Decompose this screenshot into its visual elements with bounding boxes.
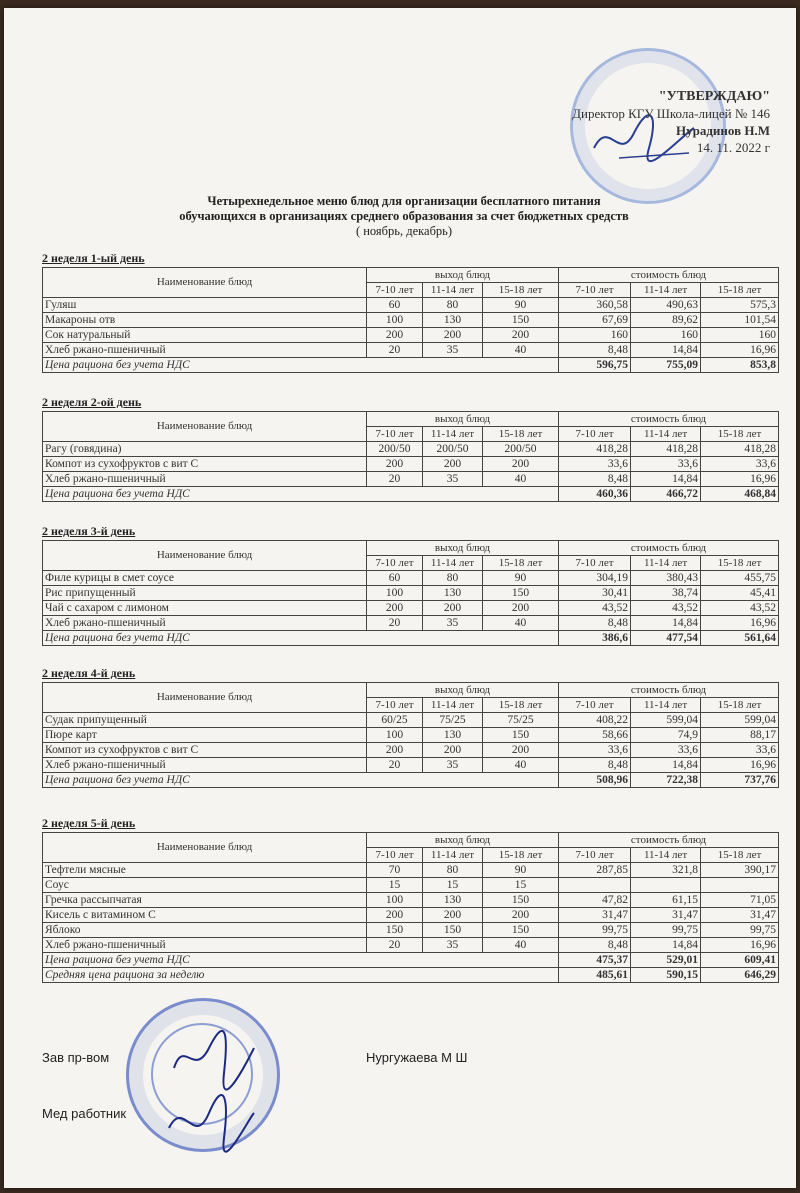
cost-value: 88,17	[701, 728, 779, 743]
cost-value: 14,84	[631, 938, 701, 953]
cost-value: 160	[631, 328, 701, 343]
dish-name: Компот из сухофруктов с вит С	[43, 743, 367, 758]
approval-position: Директор КГУ Школа-лицей № 146	[572, 106, 770, 121]
cost-value: 380,43	[631, 571, 701, 586]
output-value: 200	[483, 743, 559, 758]
dish-name: Сок натуральный	[43, 328, 367, 343]
table-row	[43, 298, 779, 313]
table-row	[43, 601, 779, 616]
output-value: 40	[483, 616, 559, 631]
header-output: выход блюд	[367, 541, 559, 556]
output-value: 40	[483, 343, 559, 358]
output-value: 35	[423, 938, 483, 953]
table-row	[43, 878, 779, 893]
output-value: 200	[483, 457, 559, 472]
cost-value: 74,9	[631, 728, 701, 743]
dish-name: Хлеб ржано-пшеничный	[43, 616, 367, 631]
header-age: 7-10 лет	[367, 427, 423, 442]
output-value: 35	[423, 343, 483, 358]
day-title: 2 неделя 4-й день	[42, 666, 136, 680]
total-row	[43, 968, 779, 983]
cost-value: 160	[559, 328, 631, 343]
total-row	[43, 773, 779, 788]
cost-value: 8,48	[559, 938, 631, 953]
head-label: Зав пр-вом	[42, 1050, 110, 1065]
dish-name: Рагу (говядина)	[43, 442, 367, 457]
cost-value: 99,75	[559, 923, 631, 938]
output-value: 200	[423, 908, 483, 923]
total-row	[43, 358, 779, 373]
output-value: 100	[367, 586, 423, 601]
header-age: 11-14 лет	[631, 283, 701, 298]
header-cost: стоимость блюд	[559, 833, 779, 848]
cost-value: 33,6	[559, 457, 631, 472]
header-age: 7-10 лет	[559, 698, 631, 713]
table-row	[43, 313, 779, 328]
cost-value: 418,28	[559, 442, 631, 457]
dish-name: Хлеб ржано-пшеничный	[43, 472, 367, 487]
output-value: 130	[423, 313, 483, 328]
day-title: 2 неделя 2-ой день	[42, 395, 142, 409]
cost-value: 8,48	[559, 616, 631, 631]
output-value: 60	[367, 571, 423, 586]
header-age: 7-10 лет	[367, 556, 423, 571]
dish-name: Судак припущенный	[43, 713, 367, 728]
output-value: 200	[423, 457, 483, 472]
cost-value: 14,84	[631, 758, 701, 773]
approval-block	[572, 88, 770, 156]
total-label: Средняя цена рациона за неделю	[43, 968, 559, 983]
menu-table	[42, 540, 779, 646]
document-title	[4, 194, 800, 239]
total-value: 466,72	[631, 487, 701, 502]
approval-director: Нурадинов Н.М	[676, 123, 770, 138]
output-value: 15	[423, 878, 483, 893]
cost-value: 8,48	[559, 758, 631, 773]
header-age: 7-10 лет	[367, 698, 423, 713]
approval-date: 14. 11. 2022 г	[696, 140, 770, 155]
cost-value: 30,41	[559, 586, 631, 601]
header-age: 15-18 лет	[483, 698, 559, 713]
header-age: 11-14 лет	[423, 698, 483, 713]
header-dish-name: Наименование блюд	[43, 412, 367, 442]
output-value: 80	[423, 571, 483, 586]
output-value: 200	[423, 601, 483, 616]
cost-value: 16,96	[701, 472, 779, 487]
output-value: 150	[367, 923, 423, 938]
output-value: 100	[367, 313, 423, 328]
cost-value: 99,75	[631, 923, 701, 938]
table-row	[43, 343, 779, 358]
cost-value: 14,84	[631, 472, 701, 487]
output-value: 200	[483, 908, 559, 923]
output-value: 40	[483, 472, 559, 487]
day-title: 2 неделя 3-й день	[42, 524, 136, 538]
table-row	[43, 923, 779, 938]
total-label: Цена рациона без учета НДС	[43, 953, 559, 968]
total-value: 561,64	[701, 631, 779, 646]
header-age: 11-14 лет	[423, 283, 483, 298]
signature-scribbles	[154, 1018, 264, 1168]
header-age: 11-14 лет	[631, 698, 701, 713]
total-value: 737,76	[701, 773, 779, 788]
menu-table	[42, 267, 779, 373]
header-age: 15-18 лет	[483, 556, 559, 571]
header-age: 11-14 лет	[423, 427, 483, 442]
output-value: 150	[483, 586, 559, 601]
cost-value: 31,47	[559, 908, 631, 923]
header-age: 11-14 лет	[423, 556, 483, 571]
output-value: 200/50	[367, 442, 423, 457]
cost-value: 58,66	[559, 728, 631, 743]
header-age: 7-10 лет	[367, 848, 423, 863]
total-label: Цена рациона без учета НДС	[43, 358, 559, 373]
total-value: 529,01	[631, 953, 701, 968]
header-age: 11-14 лет	[423, 848, 483, 863]
cost-value: 14,84	[631, 343, 701, 358]
table-row	[43, 472, 779, 487]
document-page	[4, 8, 796, 1188]
cost-value: 61,15	[631, 893, 701, 908]
cost-value: 287,85	[559, 863, 631, 878]
header-age: 7-10 лет	[559, 556, 631, 571]
cost-value: 8,48	[559, 472, 631, 487]
head-name: Нургужаева М Ш	[366, 1050, 468, 1065]
output-value: 80	[423, 863, 483, 878]
output-value: 35	[423, 758, 483, 773]
total-value: 646,29	[701, 968, 779, 983]
table-row	[43, 457, 779, 472]
cost-value: 38,74	[631, 586, 701, 601]
cost-value	[631, 878, 701, 893]
header-age: 15-18 лет	[701, 848, 779, 863]
total-label: Цена рациона без учета НДС	[43, 773, 559, 788]
cost-value: 71,05	[701, 893, 779, 908]
title-line-2: обучающихся в организациях среднего образования за счет бюджетных средств	[179, 209, 629, 223]
cost-value: 16,96	[701, 616, 779, 631]
header-age: 7-10 лет	[559, 427, 631, 442]
cost-value: 14,84	[631, 616, 701, 631]
dish-name: Гуляш	[43, 298, 367, 313]
med-label: Мед работник	[42, 1106, 127, 1121]
total-value: 755,09	[631, 358, 701, 373]
cost-value: 321,8	[631, 863, 701, 878]
dish-name: Тефтели мясные	[43, 863, 367, 878]
dish-name: Компот из сухофруктов с вит С	[43, 457, 367, 472]
output-value: 130	[423, 728, 483, 743]
output-value: 150	[483, 923, 559, 938]
cost-value: 33,6	[701, 743, 779, 758]
output-value: 150	[483, 313, 559, 328]
table-row	[43, 713, 779, 728]
header-age: 15-18 лет	[483, 283, 559, 298]
cost-value: 33,6	[701, 457, 779, 472]
header-age: 7-10 лет	[559, 848, 631, 863]
header-age: 11-14 лет	[631, 848, 701, 863]
table-row	[43, 728, 779, 743]
cost-value: 101,54	[701, 313, 779, 328]
table-row	[43, 863, 779, 878]
menu-table	[42, 682, 779, 788]
cost-value: 390,17	[701, 863, 779, 878]
output-value: 70	[367, 863, 423, 878]
dish-name: Яблоко	[43, 923, 367, 938]
dish-name: Филе курицы в смет соусе	[43, 571, 367, 586]
output-value: 40	[483, 938, 559, 953]
header-age: 15-18 лет	[701, 698, 779, 713]
cost-value: 599,04	[701, 713, 779, 728]
table-row	[43, 586, 779, 601]
cost-value: 33,6	[631, 457, 701, 472]
total-value: 477,54	[631, 631, 701, 646]
output-value: 20	[367, 343, 423, 358]
header-cost: стоимость блюд	[559, 412, 779, 427]
cost-value: 16,96	[701, 938, 779, 953]
total-value: 475,37	[559, 953, 631, 968]
output-value: 200/50	[483, 442, 559, 457]
cost-value: 43,52	[631, 601, 701, 616]
dish-name: Хлеб ржано-пшеничный	[43, 938, 367, 953]
header-age: 15-18 лет	[701, 556, 779, 571]
total-label: Цена рациона без учета НДС	[43, 487, 559, 502]
output-value: 90	[483, 571, 559, 586]
output-value: 200/50	[423, 442, 483, 457]
cost-value	[559, 878, 631, 893]
dish-name: Кисель с витамином С	[43, 908, 367, 923]
cost-value: 45,41	[701, 586, 779, 601]
dish-name: Макароны отв	[43, 313, 367, 328]
header-output: выход блюд	[367, 268, 559, 283]
header-age: 11-14 лет	[631, 427, 701, 442]
header-cost: стоимость блюд	[559, 541, 779, 556]
header-age: 7-10 лет	[367, 283, 423, 298]
output-value: 200	[423, 328, 483, 343]
table-row	[43, 758, 779, 773]
header-age: 15-18 лет	[483, 427, 559, 442]
total-value: 722,38	[631, 773, 701, 788]
output-value: 100	[367, 893, 423, 908]
cost-value: 89,62	[631, 313, 701, 328]
cost-value: 8,48	[559, 343, 631, 358]
output-value: 200	[367, 328, 423, 343]
cost-value: 418,28	[631, 442, 701, 457]
total-value: 468,84	[701, 487, 779, 502]
output-value: 35	[423, 616, 483, 631]
cost-value: 33,6	[631, 743, 701, 758]
table-row	[43, 908, 779, 923]
table-row	[43, 328, 779, 343]
output-value: 200	[367, 601, 423, 616]
header-dish-name: Наименование блюд	[43, 833, 367, 863]
day-title: 2 неделя 5-й день	[42, 816, 136, 830]
output-value: 90	[483, 863, 559, 878]
total-value: 508,96	[559, 773, 631, 788]
output-value: 200	[367, 457, 423, 472]
output-value: 75/25	[483, 713, 559, 728]
output-value: 200	[423, 743, 483, 758]
cost-value: 360,58	[559, 298, 631, 313]
output-value: 35	[423, 472, 483, 487]
header-output: выход блюд	[367, 833, 559, 848]
total-value: 590,15	[631, 968, 701, 983]
menu-table	[42, 832, 779, 983]
cost-value: 43,52	[559, 601, 631, 616]
cost-value: 31,47	[701, 908, 779, 923]
total-row	[43, 631, 779, 646]
output-value: 200	[483, 601, 559, 616]
total-value: 609,41	[701, 953, 779, 968]
dish-name: Гречка рассыпчатая	[43, 893, 367, 908]
output-value: 20	[367, 758, 423, 773]
output-value: 15	[367, 878, 423, 893]
total-row	[43, 953, 779, 968]
output-value: 75/25	[423, 713, 483, 728]
cost-value: 418,28	[701, 442, 779, 457]
output-value: 200	[483, 328, 559, 343]
total-value: 485,61	[559, 968, 631, 983]
total-value: 853,8	[701, 358, 779, 373]
header-output: выход блюд	[367, 683, 559, 698]
cost-value: 490,63	[631, 298, 701, 313]
header-dish-name: Наименование блюд	[43, 683, 367, 713]
output-value: 100	[367, 728, 423, 743]
table-row	[43, 938, 779, 953]
total-label: Цена рациона без учета НДС	[43, 631, 559, 646]
table-row	[43, 442, 779, 457]
header-cost: стоимость блюд	[559, 268, 779, 283]
output-value: 40	[483, 758, 559, 773]
output-value: 200	[367, 908, 423, 923]
title-line-1: Четырехнедельное меню блюд для организации бесплатного питания	[207, 194, 601, 208]
header-age: 11-14 лет	[631, 556, 701, 571]
cost-value: 575,3	[701, 298, 779, 313]
output-value: 15	[483, 878, 559, 893]
dish-name: Рис припущенный	[43, 586, 367, 601]
cost-value: 455,75	[701, 571, 779, 586]
header-age: 15-18 лет	[701, 427, 779, 442]
header-output: выход блюд	[367, 412, 559, 427]
total-value: 386,6	[559, 631, 631, 646]
output-value: 200	[367, 743, 423, 758]
cost-value: 408,22	[559, 713, 631, 728]
cost-value: 43,52	[701, 601, 779, 616]
output-value: 90	[483, 298, 559, 313]
total-value: 460,36	[559, 487, 631, 502]
table-row	[43, 893, 779, 908]
output-value: 20	[367, 938, 423, 953]
output-value: 80	[423, 298, 483, 313]
dish-name: Пюре карт	[43, 728, 367, 743]
cost-value: 99,75	[701, 923, 779, 938]
cost-value: 47,82	[559, 893, 631, 908]
table-row	[43, 616, 779, 631]
cost-value: 67,69	[559, 313, 631, 328]
output-value: 130	[423, 893, 483, 908]
dish-name: Хлеб ржано-пшеничный	[43, 343, 367, 358]
table-row	[43, 571, 779, 586]
header-age: 7-10 лет	[559, 283, 631, 298]
total-value: 596,75	[559, 358, 631, 373]
dish-name: Соус	[43, 878, 367, 893]
menu-table	[42, 411, 779, 502]
day-title: 2 неделя 1-ый день	[42, 251, 145, 265]
output-value: 20	[367, 472, 423, 487]
cost-value: 16,96	[701, 758, 779, 773]
dish-name: Чай с сахаром с лимоном	[43, 601, 367, 616]
cost-value: 16,96	[701, 343, 779, 358]
approval-heading: "УТВЕРЖДАЮ"	[658, 89, 770, 104]
cost-value	[701, 878, 779, 893]
header-age: 15-18 лет	[701, 283, 779, 298]
cost-value: 304,19	[559, 571, 631, 586]
output-value: 150	[483, 728, 559, 743]
table-row	[43, 743, 779, 758]
output-value: 150	[423, 923, 483, 938]
total-row	[43, 487, 779, 502]
output-value: 20	[367, 616, 423, 631]
output-value: 60/25	[367, 713, 423, 728]
title-line-3: ( ноябрь, декабрь)	[355, 224, 453, 238]
header-age: 15-18 лет	[483, 848, 559, 863]
cost-value: 599,04	[631, 713, 701, 728]
header-cost: стоимость блюд	[559, 683, 779, 698]
output-value: 130	[423, 586, 483, 601]
output-value: 60	[367, 298, 423, 313]
cost-value: 160	[701, 328, 779, 343]
dish-name: Хлеб ржано-пшеничный	[43, 758, 367, 773]
cost-value: 33,6	[559, 743, 631, 758]
header-dish-name: Наименование блюд	[43, 268, 367, 298]
cost-value: 31,47	[631, 908, 701, 923]
output-value: 150	[483, 893, 559, 908]
header-dish-name: Наименование блюд	[43, 541, 367, 571]
